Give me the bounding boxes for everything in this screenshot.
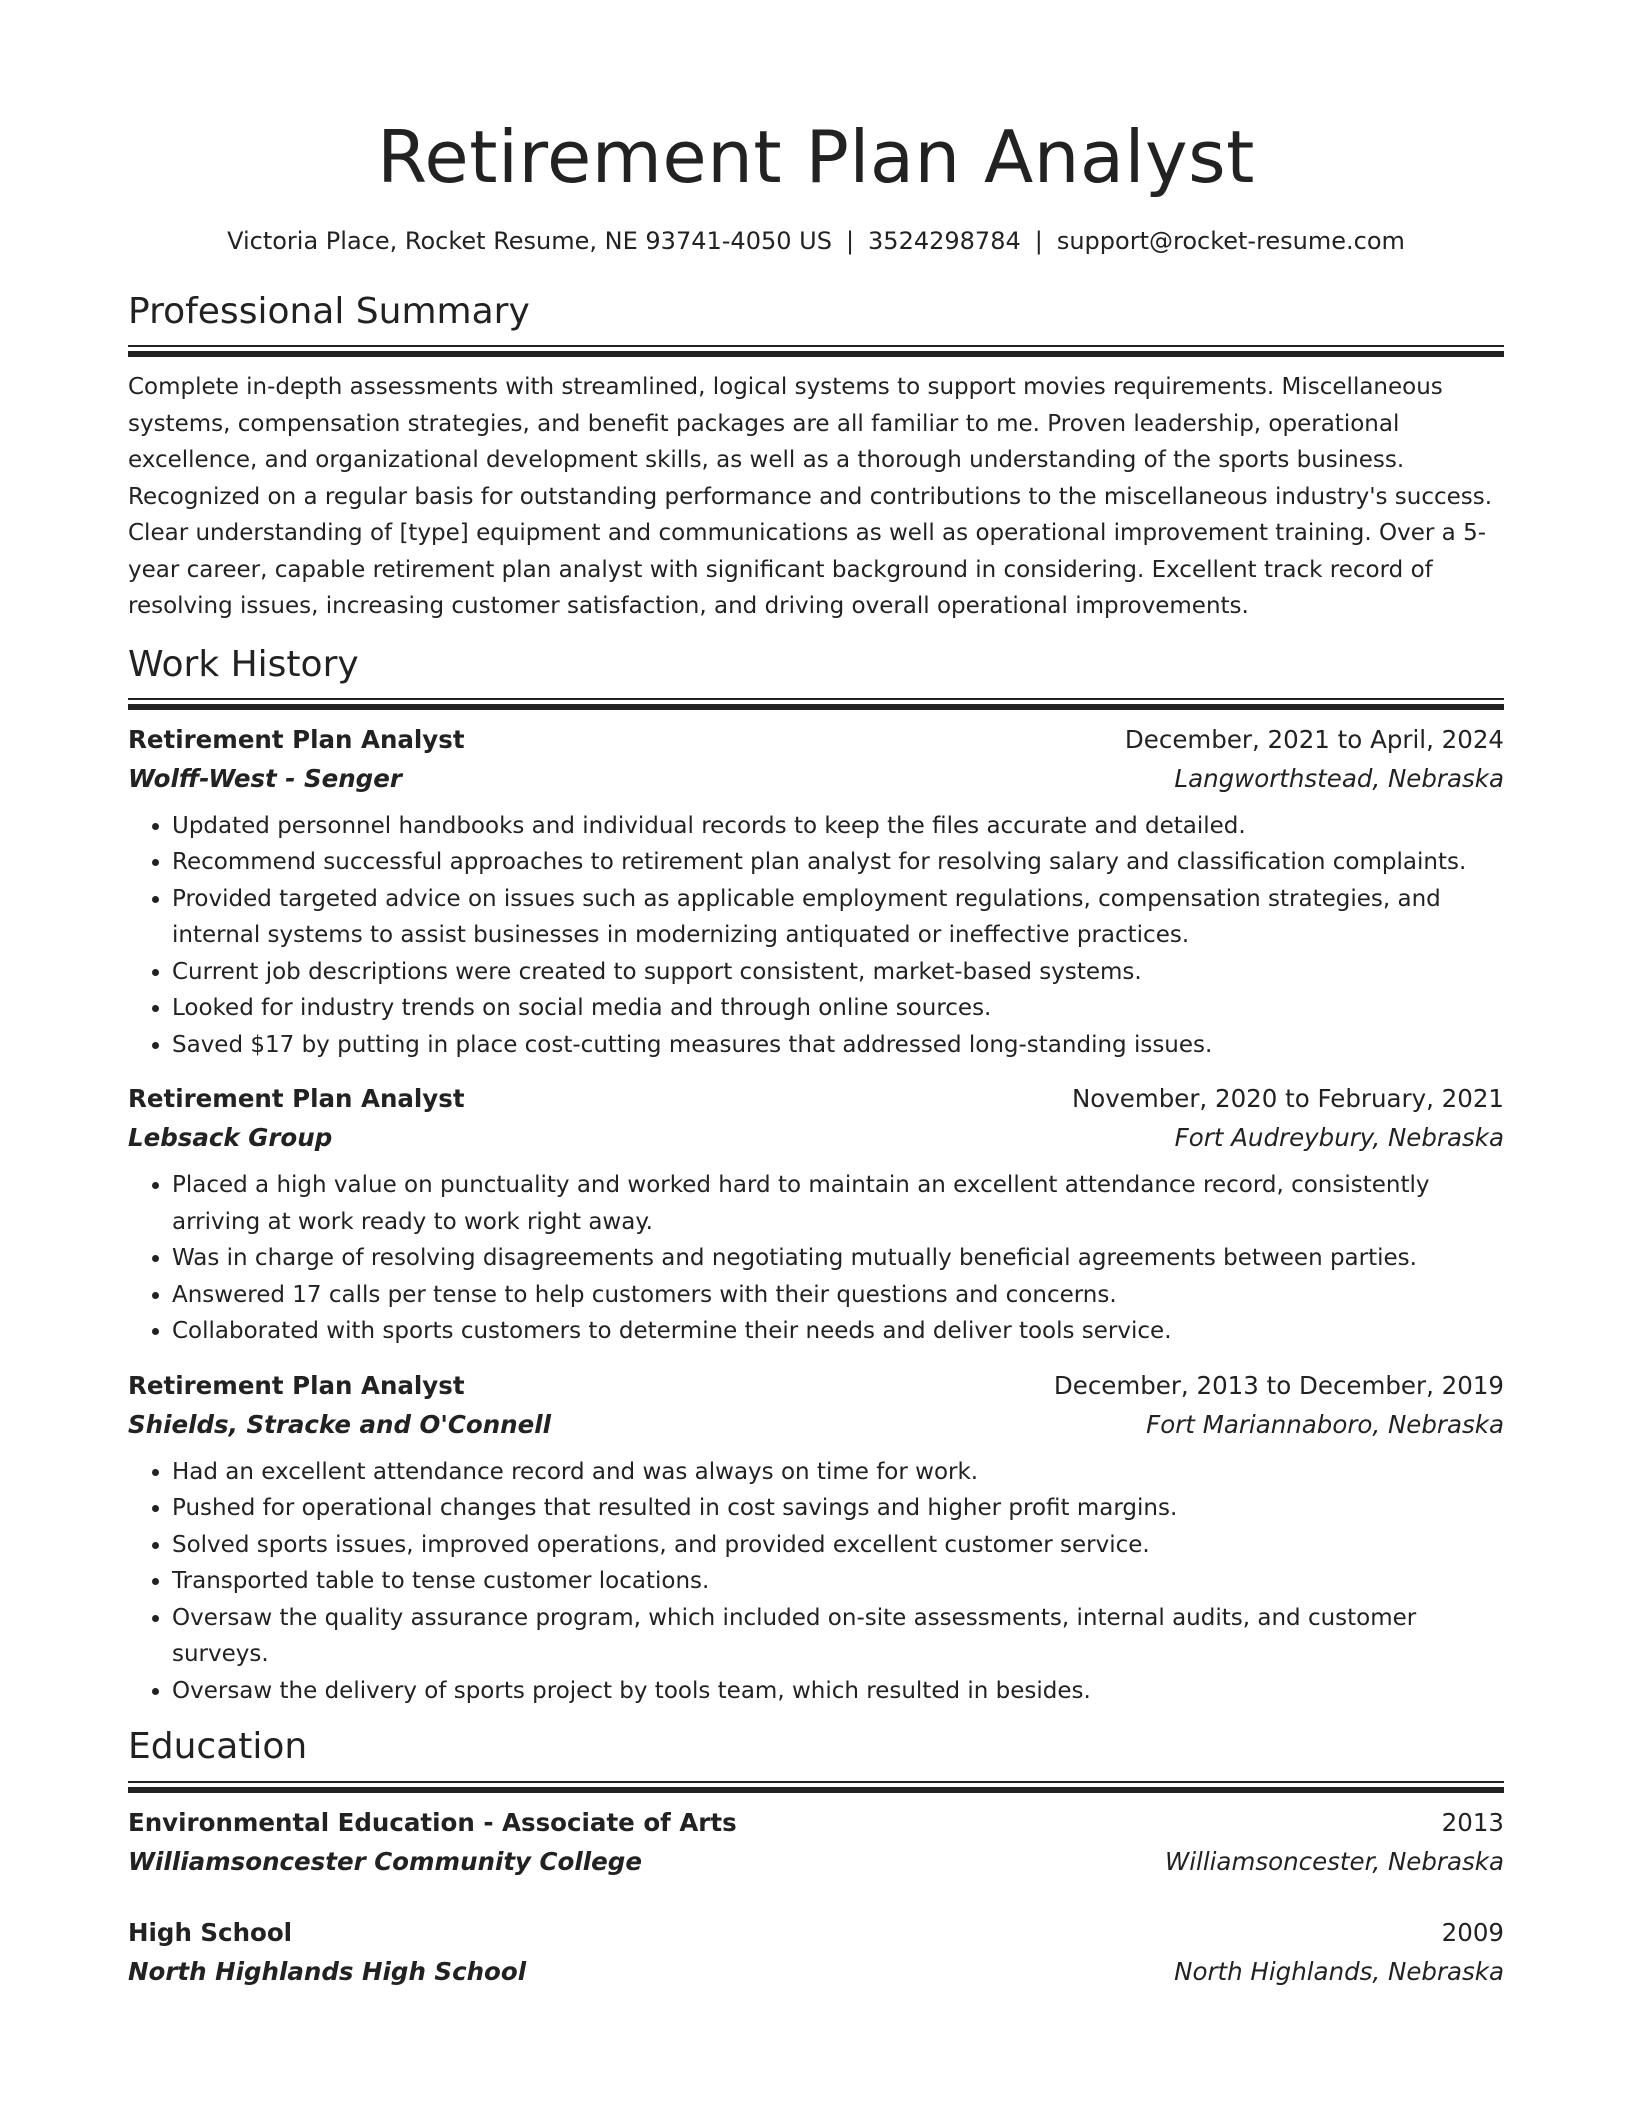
contact-separator: | — [845, 227, 855, 256]
job-dates: November, 2020 to February, 2021 — [1071, 1084, 1504, 1114]
education-section — [128, 1725, 1504, 1990]
job-bullets — [128, 1167, 1504, 1350]
list-item: • Answered 17 calls per tense to help customers with their questions and concerns. — [172, 1277, 1504, 1314]
contact-line — [128, 227, 1504, 256]
section-title-summary: Professional Summary — [128, 290, 530, 332]
list-item: • Looked for industry trends on social media and through online sources. — [172, 990, 1504, 1027]
education-entry — [128, 1913, 1504, 1991]
job-location: Fort Mariannaboro, Nebraska — [1146, 1409, 1504, 1439]
list-item: • Had an excellent attendance record and was always on time for work. — [172, 1454, 1504, 1491]
education-year: 2009 — [1441, 1917, 1504, 1947]
contact-phone: 3524298784 — [868, 227, 1021, 256]
list-item: • Updated personnel handbooks and individual records to keep the files accurate and detailed. — [172, 808, 1504, 845]
job-company-row — [128, 1118, 1504, 1157]
job-bullets — [128, 808, 1504, 1064]
section-title-work-history: Work History — [128, 643, 359, 685]
job-dates: December, 2013 to December, 2019 — [1053, 1370, 1504, 1400]
summary-section — [128, 290, 1504, 625]
list-item: • Recommend successful approaches to retirement plan analyst for resolving salary and classification complaints. — [172, 844, 1504, 881]
job-entry — [128, 1079, 1504, 1350]
job-company-row — [128, 1405, 1504, 1444]
education-location: Williamsoncester, Nebraska — [1164, 1846, 1504, 1876]
list-item: • Collaborated with sports customers to determine their needs and deliver tools service. — [172, 1313, 1504, 1350]
education-school: North Highlands High School — [128, 1956, 527, 1986]
education-header-row — [128, 1913, 1504, 1952]
list-item: • Solved sports issues, improved operations, and provided excellent customer service. — [172, 1527, 1504, 1564]
job-header-row — [128, 720, 1504, 759]
job-location: Fort Audreybury, Nebraska — [1174, 1123, 1504, 1153]
job-company-row — [128, 759, 1504, 798]
list-item: • Transported table to tense customer locations. — [172, 1563, 1504, 1600]
section-divider — [128, 698, 1504, 710]
job-entry — [128, 720, 1504, 1064]
list-item: • Oversaw the delivery of sports project by tools team, which resulted in besides. — [172, 1673, 1504, 1710]
education-location: North Highlands, Nebraska — [1174, 1956, 1504, 1986]
job-location: Langworthstead, Nebraska — [1174, 763, 1504, 793]
education-header-row — [128, 1803, 1504, 1842]
list-item: • Current job descriptions were created to support consistent, market-based systems. — [172, 954, 1504, 991]
job-dates: December, 2021 to April, 2024 — [1124, 724, 1504, 754]
education-entry — [128, 1803, 1504, 1881]
list-item: • Was in charge of resolving disagreements and negotiating mutually beneficial agreements between parties. — [172, 1240, 1504, 1277]
job-header-row — [128, 1366, 1504, 1405]
list-item: • Pushed for operational changes that resulted in cost savings and higher profit margins. — [172, 1490, 1504, 1527]
job-entry — [128, 1366, 1504, 1710]
contact-address: Victoria Place, Rocket Resume, NE 93741-4050 US — [227, 227, 832, 256]
job-company: Wolff-West - Senger — [128, 763, 402, 793]
section-divider — [128, 345, 1504, 357]
education-school-row — [128, 1952, 1504, 1991]
education-degree: High School — [128, 1917, 293, 1947]
section-divider — [128, 1781, 1504, 1793]
job-title: Retirement Plan Analyst — [128, 1370, 465, 1400]
job-title: Retirement Plan Analyst — [128, 724, 465, 754]
job-company: Lebsack Group — [128, 1123, 333, 1153]
work-history-section — [128, 643, 1504, 1710]
summary-text: Complete in-depth assessments with streamlined, logical systems to support movies requirements. Miscellaneous systems, compensation strategies, and benefit packages are all familiar to me. Proven leadership, operational excellence, and organizational development skills, as well as a thorough understanding of the sports business. Recognized on a regular basis for outstanding performance and contributions to the miscellaneous industry's success. Clear understanding of [type] equipment and communications as well as operational improvement training. Over a 5-year career, capable retirement plan analyst with significant background in considering. Excellent track record of resolving issues, increasing customer satisfaction, and driving overall operational improvements. — [128, 374, 1493, 620]
job-header-row — [128, 1079, 1504, 1118]
section-title-education: Education — [128, 1726, 308, 1768]
education-school-row — [128, 1842, 1504, 1881]
contact-email: support@rocket-resume.com — [1056, 227, 1405, 256]
list-item: • Saved $17 by putting in place cost-cutting measures that addressed long-standing issues. — [172, 1027, 1504, 1064]
education-degree: Environmental Education - Associate of Arts — [128, 1807, 737, 1837]
job-company: Shields, Stracke and O'Connell — [128, 1409, 551, 1439]
list-item: • Provided targeted advice on issues such as applicable employment regulations, compensation strategies, and internal systems to assist businesses in modernizing antiquated or ineffective practices. — [172, 881, 1504, 954]
job-title: Retirement Plan Analyst — [128, 1084, 465, 1114]
education-year: 2013 — [1441, 1807, 1504, 1837]
list-item: • Placed a high value on punctuality and worked hard to maintain an excellent attendance record, consistently arriving at work ready to work right away. — [172, 1167, 1504, 1240]
education-school: Williamsoncester Community College — [128, 1846, 642, 1876]
contact-separator: | — [1034, 227, 1043, 256]
job-bullets — [128, 1454, 1504, 1710]
resume-name: Retirement Plan Analyst — [377, 115, 1255, 199]
list-item: • Oversaw the quality assurance program, which included on-site assessments, internal audits, and customer surveys. — [172, 1600, 1504, 1673]
